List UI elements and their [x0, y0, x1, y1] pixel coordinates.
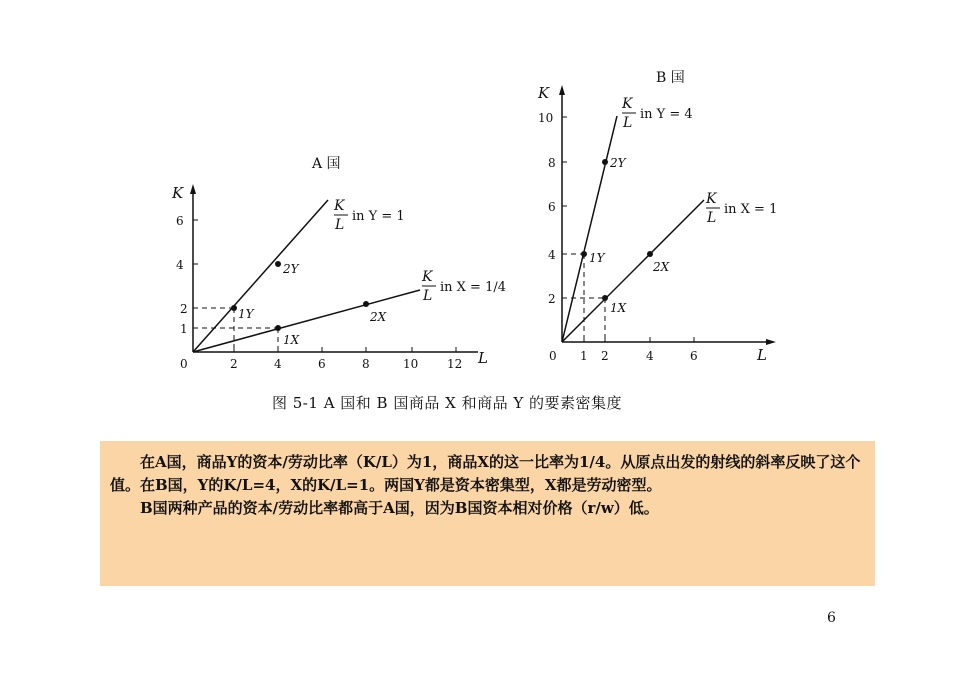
panel-b-xtick-6: 6 — [690, 349, 698, 363]
panel-b-label-1y: 1Y — [589, 251, 605, 265]
panel-a-xtick-8: 8 — [362, 357, 370, 371]
panel-a-point-2y — [275, 261, 281, 267]
panel-a-label-1y: 1Y — [238, 307, 254, 321]
panel-a-ytick-6: 6 — [176, 214, 184, 228]
panel-b-ray-y-text: in Y = 4 — [640, 107, 693, 122]
panel-a-xtick-10: 10 — [403, 357, 419, 371]
panel-b-point-2x — [647, 251, 653, 257]
panel-b-point-2y — [602, 159, 608, 165]
frac-den: L — [623, 115, 633, 131]
panel-b-ray-x — [562, 200, 704, 342]
panel-b-xtick-0: 0 — [549, 349, 557, 363]
explanation-paragraph-2: B国两种产品的资本/劳动比率都高于A国，因为B国资本相对价格（r/w）低。 — [140, 499, 659, 517]
panel-a-xtick-0: 0 — [180, 357, 188, 371]
explanation-box — [100, 441, 875, 586]
panel-b-label-1x: 1X — [610, 301, 627, 315]
panel-b-label-2y: 2Y — [610, 156, 626, 170]
panel-b-title: B 国 — [656, 70, 685, 86]
panel-b-y-arrow — [559, 85, 565, 95]
panel-a-ray-y — [193, 200, 328, 352]
panel-a-y-ticks — [176, 214, 198, 336]
panel-b-point-1y — [581, 251, 587, 257]
panel-a-ray-x-label — [421, 269, 506, 304]
panel-b — [537, 70, 777, 364]
panel-a-ray-y-text: in Y = 1 — [352, 209, 405, 224]
panel-b-ray-y — [562, 116, 617, 342]
panel-a-guides — [193, 308, 278, 352]
panel-a-xtick-2: 2 — [230, 357, 238, 371]
panel-a-label-1x: 1X — [283, 333, 300, 347]
panel-b-x-ticks — [549, 337, 698, 363]
panel-a-xtick-4: 4 — [274, 357, 282, 371]
panel-a-label-2y: 2Y — [283, 262, 299, 276]
panel-b-ytick-6: 6 — [548, 200, 556, 214]
panel-a-x-label: L — [478, 349, 488, 367]
panel-a-y-arrow — [190, 184, 196, 194]
panel-b-x-label: L — [757, 346, 767, 364]
frac-num: K — [422, 269, 433, 285]
panel-b-ray-x-label — [705, 191, 777, 226]
panel-b-xtick-2: 2 — [601, 349, 609, 363]
panel-b-ytick-8: 8 — [548, 156, 556, 170]
frac-num: K — [334, 198, 345, 214]
panel-b-y-label: K — [538, 84, 550, 102]
panel-a-ytick-2: 2 — [180, 302, 188, 316]
figure-caption: 图 5-1 A 国和 B 国商品 X 和商品 Y 的要素密集度 — [272, 394, 623, 412]
panel-b-ytick-2: 2 — [548, 292, 556, 306]
panel-b-x-arrow — [766, 339, 776, 345]
panel-b-label-2x: 2X — [653, 260, 670, 274]
panel-b-point-1x — [602, 295, 608, 301]
panel-b-guides — [562, 254, 605, 342]
panel-a-point-2x — [363, 301, 369, 307]
panel-a-ytick-4: 4 — [176, 258, 184, 272]
panel-a-xtick-6: 6 — [318, 357, 326, 371]
panel-b-ytick-10: 10 — [538, 111, 554, 125]
panel-b-xtick-4: 4 — [646, 349, 654, 363]
frac-den: L — [423, 288, 433, 304]
page-number: 6 — [827, 610, 836, 626]
panel-a-x-ticks — [180, 347, 462, 371]
panel-a-ray-x-text: in X = 1/4 — [440, 280, 506, 295]
explanation-paragraph-1: 在A国，商品Y的资本/劳动比率（K/L）为1，商品X的这一比率为1/4。从原点出发的射线的斜率反映了这个值。在B国，Y的K/L=4，X的K/L=1。两国Y都是资本密集型，X都是劳动密型。 — [110, 453, 861, 494]
frac-num: K — [706, 191, 717, 207]
panel-a-xtick-12: 12 — [447, 357, 463, 371]
panel-a-point-1x — [275, 325, 281, 331]
frac-num: K — [622, 96, 633, 112]
panel-a-title: A 国 — [312, 156, 341, 172]
panel-b-ray-y-label — [621, 96, 693, 131]
panel-a-point-1y — [231, 305, 237, 311]
panel-a-ray-y-label — [333, 198, 405, 233]
panel-b-xtick-1: 1 — [580, 349, 588, 363]
panel-b-ytick-4: 4 — [548, 248, 556, 262]
panel-b-ray-x-text: in X = 1 — [724, 202, 778, 217]
panel-a-label-2x: 2X — [370, 310, 387, 324]
panel-a-ytick-1: 1 — [180, 322, 188, 336]
panel-a — [171, 156, 506, 371]
frac-den: L — [335, 217, 345, 233]
panel-a-y-label: K — [172, 184, 184, 202]
frac-den: L — [707, 210, 717, 226]
